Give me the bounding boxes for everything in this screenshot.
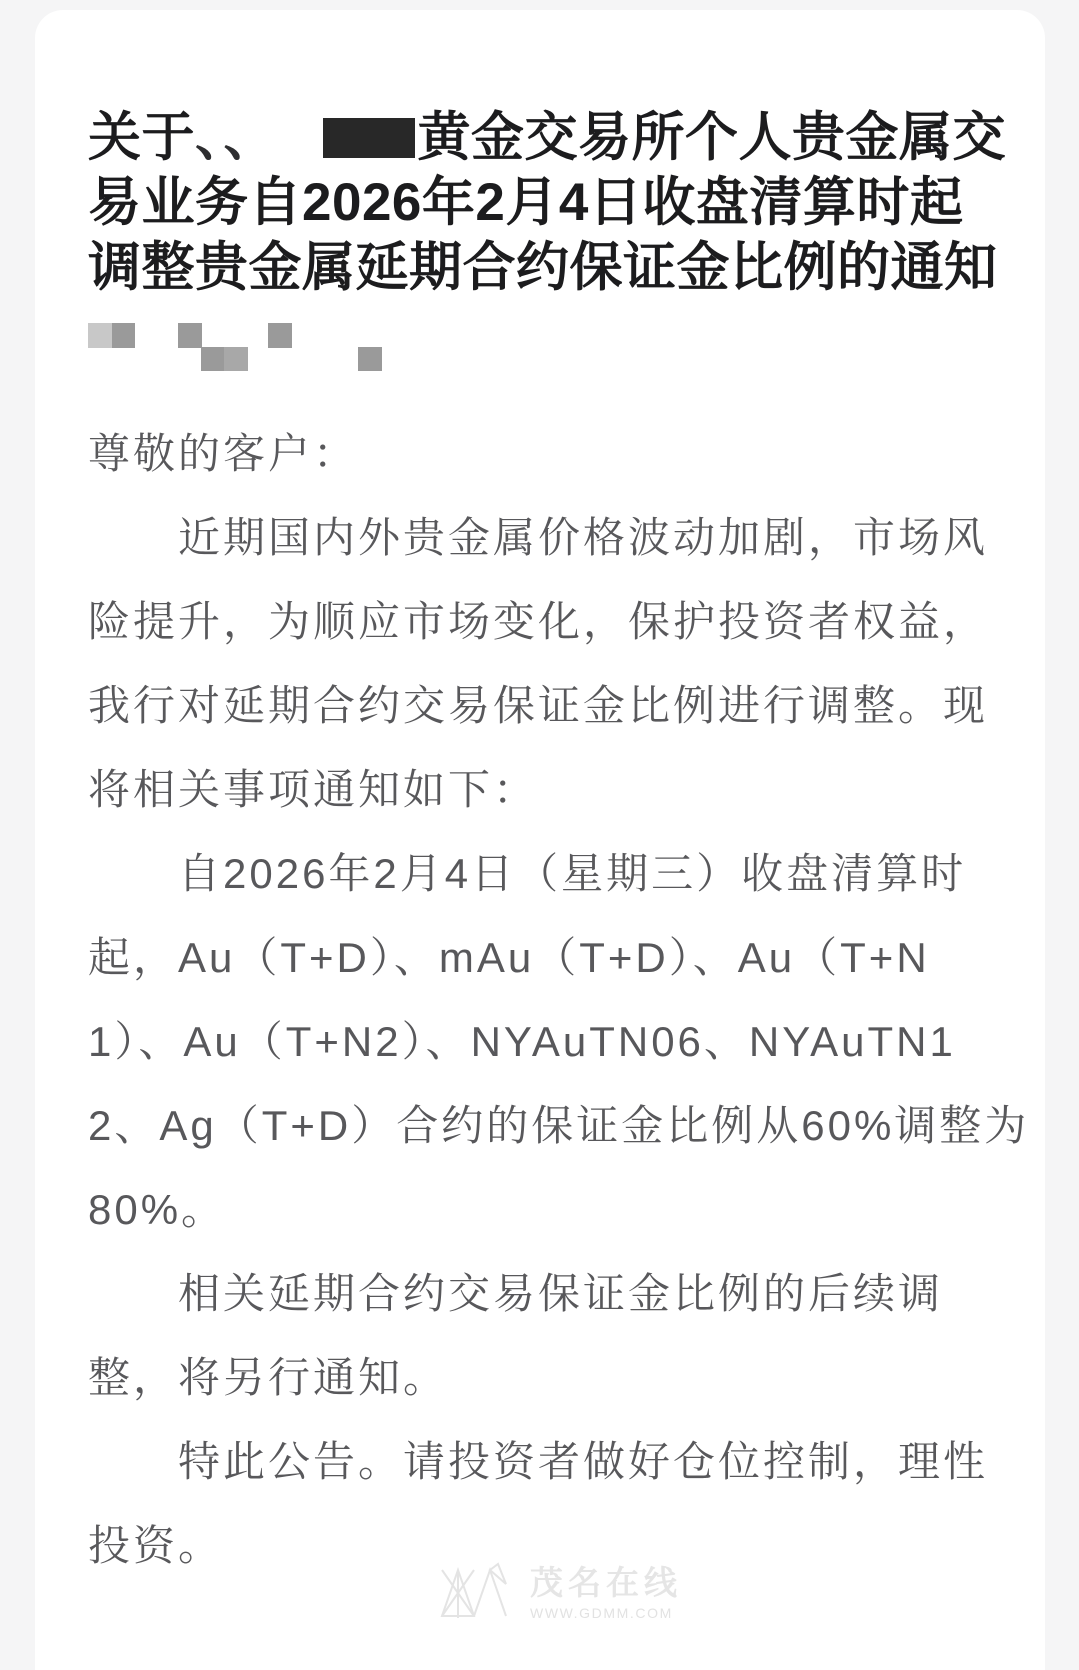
title-line-3: 调整贵金属延期合约保证金比例的通知 — [88, 238, 998, 297]
notice-title — [88, 105, 1006, 300]
body-line: 将相关事项通知如下： — [88, 766, 539, 813]
body-line: 起，Au（T+D）、mAu（T+D）、Au（T+N — [88, 934, 930, 981]
body-line: 80%。 — [88, 1186, 227, 1233]
body-line: 特此公告。请投资者做好仓位控制，理性 — [88, 1438, 989, 1485]
censor-block — [178, 323, 202, 348]
body-line: 险提升，为顺应市场变化，保护投资者权益， — [88, 598, 989, 645]
title-line-1 — [88, 105, 1006, 170]
watermark-site-name: 茂名在线 — [530, 1564, 682, 1601]
title-redacted-marks: 、、 — [195, 108, 279, 167]
censor-block — [88, 323, 112, 348]
censor-block — [358, 347, 382, 371]
body-line: 2、Ag（T+D）合约的保证金比例从60%调整为 — [88, 1102, 1030, 1149]
body-line: 整，将另行通知。 — [88, 1354, 449, 1401]
body-line: 1）、Au（T+N2）、NYAuTN06、NYAuTN1 — [88, 1018, 956, 1065]
censor-block — [268, 323, 292, 348]
body-line: 自2026年2月4日（星期三）收盘清算时 — [88, 850, 967, 897]
title-rest: 黄金交易所个人贵金属交 — [417, 108, 1006, 167]
censor-block — [224, 347, 248, 371]
notice-body — [88, 412, 1030, 1588]
body-line: 尊敬的客户： — [88, 430, 359, 477]
title-redaction-box — [323, 118, 415, 158]
censor-block — [201, 347, 224, 371]
body-line: 近期国内外贵金属价格波动加剧，市场风 — [88, 514, 989, 561]
title-line-2: 易业务自2026年2月4日收盘清算时起 — [88, 173, 964, 232]
body-line: 相关延期合约交易保证金比例的后续调 — [88, 1270, 944, 1317]
body-line: 投资。 — [88, 1522, 224, 1569]
watermark-site-url: WWW.GDMM.COM — [530, 1605, 673, 1621]
title-prefix: 关于 — [88, 108, 195, 167]
notice-card — [35, 10, 1045, 1670]
body-line: 我行对延期合约交易保证金比例进行调整。现 — [88, 682, 989, 729]
censored-meta-row — [88, 323, 993, 371]
censor-block — [112, 323, 135, 348]
